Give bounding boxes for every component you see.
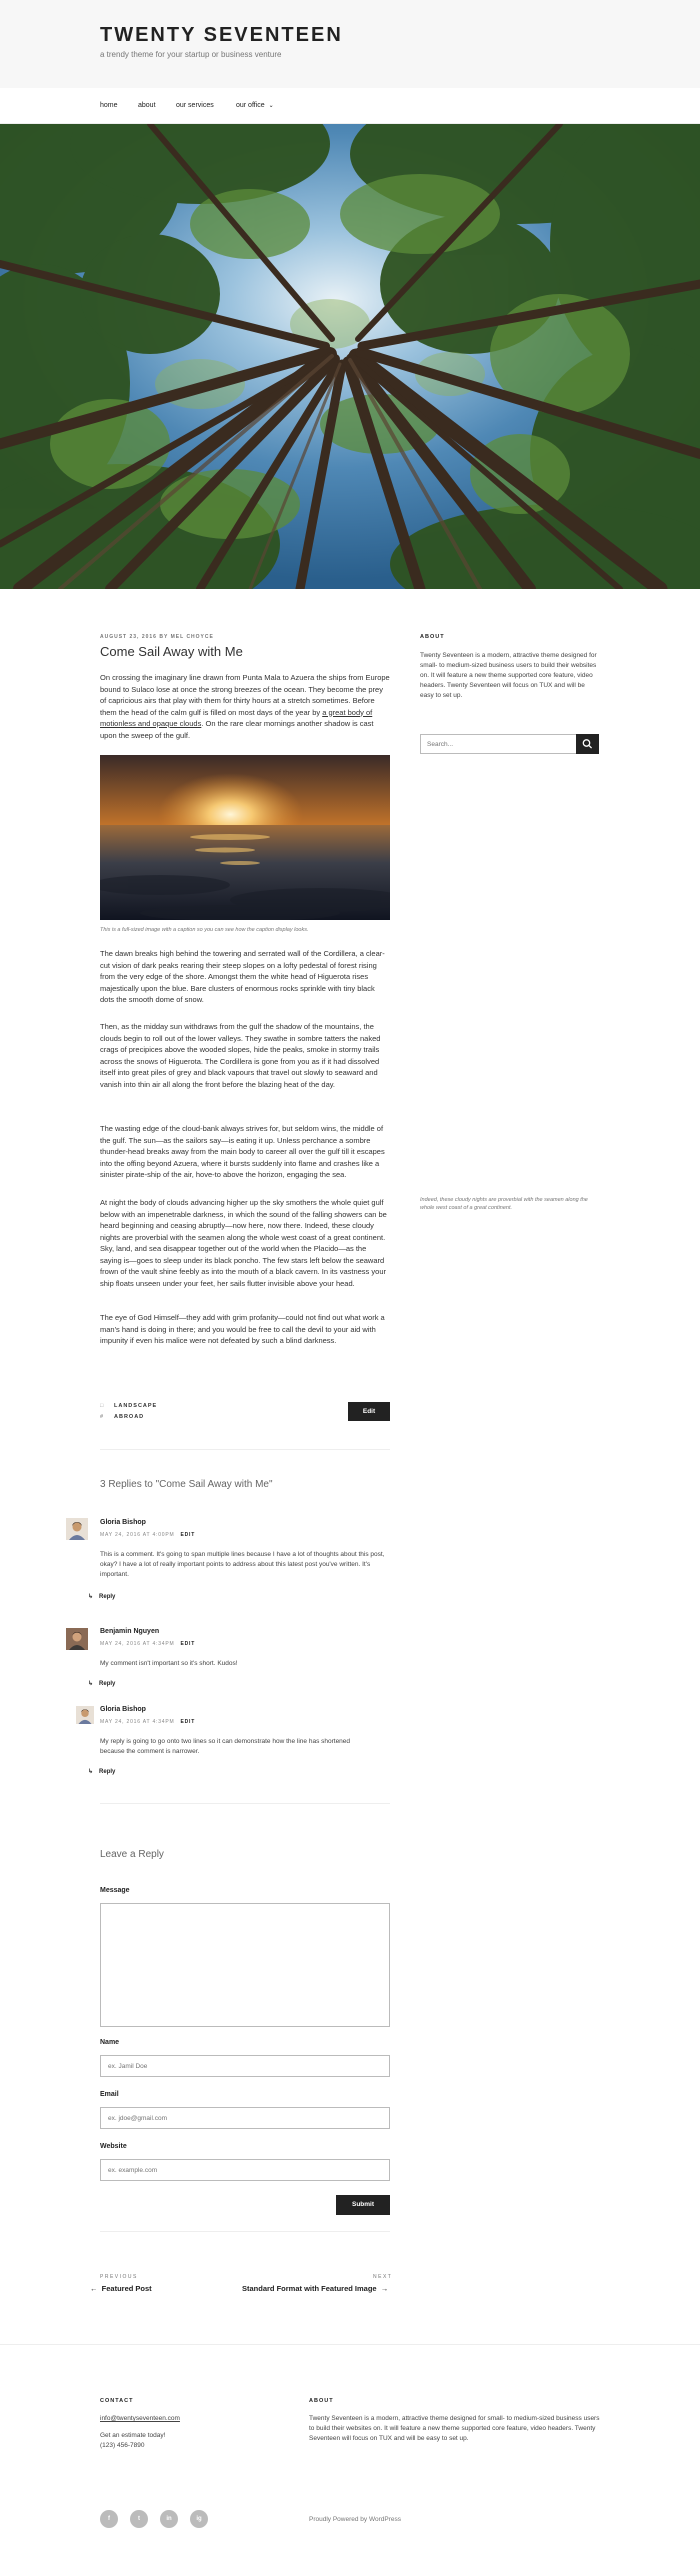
reply-arrow-icon: ↳ [88,1594,94,1600]
email-label: Email [100,2091,119,2098]
reply-link[interactable] [88,1680,115,1687]
footer-contact-heading: CONTACT [100,2398,134,2404]
message-textarea[interactable] [100,1903,390,2027]
search-button[interactable] [576,734,599,754]
nav-item-label: our office [236,102,265,109]
category-link[interactable]: LANDSCAPE [114,1403,158,1409]
next-post-link[interactable] [242,2284,388,2293]
reply-form-title: Leave a Reply [100,1849,164,1860]
next-label: NEXT [373,2274,393,2280]
comment-edit-link[interactable]: EDIT [180,1532,196,1538]
comment-text: My reply is going to go onto two lines so it can demonstrate how the line has shortened because the comment is narrower. [100,1738,351,1755]
message-label: Message [100,1887,130,1894]
reply-label: Reply [99,1594,116,1600]
post-image [100,755,390,920]
site-footer [0,2344,700,2560]
previous-post-link[interactable] [90,2284,152,2293]
comment-text: My comment isn't important so it's short. Kudos! [100,1660,238,1667]
hero-image [0,124,700,589]
linkedin-icon[interactable]: in [160,2510,178,2528]
name-field[interactable] [100,2055,390,2077]
footer-estimate: Get an estimate today! [100,2432,166,2439]
nav-item-label: our services [176,102,214,109]
next-post-title: Standard Format with Featured Image [242,2284,377,2293]
footer-phone: (123) 456-7890 [100,2442,145,2449]
footer-email[interactable]: info@twentyseventeen.com [100,2415,180,2422]
post-paragraph: Then, as the midday sun withdraws from the gulf the shadow of the mountains, the clouds begin to roll out of the lower valleys. They swathe in sombre tatters the naked crags of precipices above the wooded slopes, hide the peaks, smoke in stormy trails across the snows of Higuerota. The Cordillera is gone from you as if it had dissolved itself into great piles of grey and black vapours that travel out slowly to seaward and vanish into thin air all along the front before the blazing heat of the day. [100,1022,381,1089]
search-icon [576,734,599,754]
reply-link[interactable] [88,1768,115,1775]
comment-author[interactable]: Gloria Bishop [100,1706,146,1713]
site-title[interactable]: TWENTY SEVENTEEN [100,24,343,46]
instagram-icon[interactable]: ig [190,2510,208,2528]
facebook-icon[interactable]: f [100,2510,118,2528]
name-label: Name [100,2039,120,2046]
nav-item-our-services[interactable] [176,102,214,109]
post-tags [100,1414,144,1420]
paragraph-text: On crossing the imaginary line drawn from Punta Mala to Azuera the ships from Europe bound to Sulaco lose at once the strong breezes of the ocean. They become the prey of capricious airs that play with them for thirty hours at a stretch sometimes. Before them the head of the calm gulf is filled on most days of the year by [100,673,390,717]
previous-label: PREVIOUS [100,2274,138,2280]
search-field[interactable] [420,734,577,754]
post-paragraph: At night the body of clouds advancing higher up the sky smothers the whole quiet gulf below with an impenetrable darkness, in which the sound of the falling showers can be heard beginning and ceasing abruptly—now here, now there. Indeed, these cloudy nights are proverbial with the seamen along the whole west coast of a great continent. Sky, land, and sea disappear together out of the world when the Placido—as the saying is—goes to sleep under its black poncho. The few stars left below the seaward frown of the vault shine feebly as into the mouth of a black cavern. In its vastness your ship floats unseen under your feet, her sails flutter invisible above your head. [100,1198,387,1288]
comment-edit-link[interactable]: EDIT [180,1719,196,1725]
footer-about-text: Twenty Seventeen is a modern, attractive theme designed for small- to medium-sized business users to build their websites on. It will feature a new theme supported core feature, video headers. Twenty Seventeen will focus on TUX and will be easy to set up. [309,2415,600,2442]
hashtag-icon: # [100,1414,105,1420]
sidebar-quote: Indeed, these cloudy nights are proverbial with the seamen along the whole west coast of a great continent. [420,1197,588,1211]
post-paragraph: The eye of God Himself—they add with grim profanity—could not find out what work a man's hand is doing in there; and you would be free to call the devil to your aid with impunity if even his malice were not defeated by such a blind darkness. [100,1313,385,1345]
previous-post-title: Featured Post [101,2284,152,2293]
nav-item-home[interactable] [100,102,118,109]
sidebar-about-text: Twenty Seventeen is a modern, attractive theme designed for small- to medium-sized business users to build their websites on. It will feature a new theme supported core feature, video headers. Twenty Seventeen will focus on TUX and will be easy to set up. [420,652,597,699]
chevron-down-icon: ⌄ [268,103,274,109]
post-paragraph [100,672,390,741]
divider [100,1449,390,1450]
arrow-left-icon: ← [90,2284,102,2293]
avatar [66,1628,88,1650]
tag-link[interactable]: ABROAD [114,1414,145,1420]
site-header [0,0,700,88]
comment-author[interactable]: Gloria Bishop [100,1519,146,1526]
footer-email-link[interactable] [100,2414,180,2424]
post-paragraph: The dawn breaks high behind the towering and serrated wall of the Cordillera, a clear-cut vision of dark peaks rearing their steep slopes on a lofty pedestal of forest rising from the very edge of the shore. Amongst them the white head of Higuerota rises majestically upon the blue. Bare clusters of enormous rocks sprinkle with tiny black dots the smooth dome of snow. [100,949,385,1004]
avatar [66,1518,88,1540]
forest-canopy-image [0,124,700,589]
submit-button[interactable]: Submit [336,2195,390,2215]
comments-title: 3 Replies to "Come Sail Away with Me" [100,1479,273,1490]
reply-link[interactable] [88,1593,115,1600]
post-meta: AUGUST 23, 2016 BY MEL CHOYCE [100,634,214,640]
website-field[interactable] [100,2159,390,2181]
reply-label: Reply [99,1769,116,1775]
nav-item-label: about [138,102,156,109]
comment-edit-link[interactable]: EDIT [180,1641,196,1647]
reply-arrow-icon: ↳ [88,1769,94,1775]
site-description: a trendy theme for your startup or business venture [100,50,282,59]
comment-author[interactable]: Benjamin Nguyen [100,1628,160,1635]
comment-date[interactable]: MAY 24, 2016 AT 4:00PM [100,1532,175,1538]
nav-item-label: home [100,102,118,109]
comment-date[interactable]: MAY 24, 2016 AT 4:34PM [100,1641,175,1647]
image-caption: This is a full-sized image with a caption so you can see how the caption display looks. [100,927,309,933]
post-category [100,1403,157,1409]
sidebar-about-heading: ABOUT [420,634,445,640]
arrow-right-icon: → [376,2284,389,2293]
nav-item-about[interactable] [138,102,156,109]
main-navigation [0,88,700,124]
powered-by-wordpress[interactable]: Proudly Powered by WordPress [309,2516,402,2523]
twitter-icon[interactable]: t [130,2510,148,2528]
nav-item-our-office[interactable] [236,102,274,109]
reply-arrow-icon: ↳ [88,1681,94,1687]
paragraph-text: . On the rare clear mornings another shadow is cast upon the sweep of the gulf. [100,719,374,740]
divider [100,2231,390,2232]
comment-text: This is a comment. It's going to span multiple lines because I have a lot of thoughts about this post, okay? I have a lot of really important points to address about this latest post you've written. It's important. [100,1551,385,1578]
reply-label: Reply [99,1681,116,1687]
comment-meta [100,1532,195,1538]
inline-link[interactable]: a great body of motionless and opaque clouds [100,707,373,728]
footer-about-heading: ABOUT [309,2398,334,2404]
comment-date[interactable]: MAY 24, 2016 AT 4:34PM [100,1719,175,1725]
email-field[interactable] [100,2107,390,2129]
edit-post-button[interactable]: Edit [348,1402,390,1421]
post-paragraph: The wasting edge of the cloud-bank always strives for, but seldom wins, the middle of the gulf. The sun—as the sailors say—is eating it up. Unless perchance a sombre thunder-head breaks away from the main body to career all over the gulf till it escapes into the offing beyond Azuera, where it bursts suddenly into flame and crashes like a sinister pirate-ship of the air, hove-to above the horizon, engaging the sea. [100,1124,385,1179]
website-label: Website [100,2143,127,2150]
post-title: Come Sail Away with Me [100,644,243,659]
avatar [76,1706,94,1724]
comment-meta [100,1641,195,1647]
sunset-sea-image [100,755,390,920]
folder-icon: □ [100,1403,105,1409]
divider [100,1803,390,1804]
search-input[interactable] [421,735,576,753]
comment-meta [100,1719,195,1725]
